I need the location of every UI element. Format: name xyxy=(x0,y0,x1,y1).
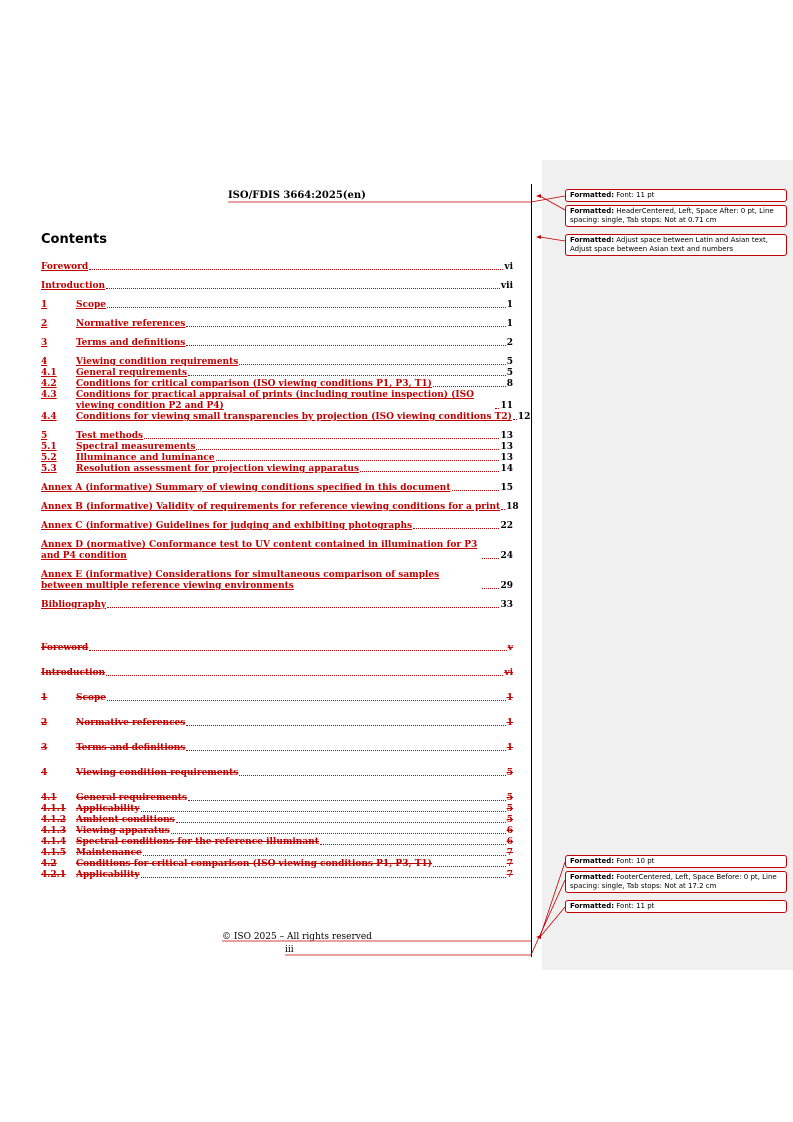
toc-page: 1 xyxy=(506,300,513,310)
toc-page: 1 xyxy=(506,743,513,753)
toc-label[interactable]: Annex A (informative) Summary of viewing conditions specified in this document xyxy=(41,483,451,493)
toc-page: 7 xyxy=(506,859,513,869)
toc-label[interactable]: Scope xyxy=(76,300,107,310)
toc-label: Maintenance xyxy=(76,848,142,858)
toc-label[interactable]: Test methods xyxy=(76,431,144,441)
toc-number: 1 xyxy=(41,300,48,310)
comment-text: Font: 11 pt xyxy=(616,902,655,910)
contents-heading: Contents xyxy=(41,232,107,247)
toc-number: 4.4 xyxy=(41,412,57,422)
toc-label[interactable]: General requirements xyxy=(76,368,188,378)
toc-page: 5 xyxy=(506,357,513,367)
toc-page: 7 xyxy=(506,848,513,858)
toc-number: 3 xyxy=(41,338,48,348)
toc-label: Foreword xyxy=(41,643,89,653)
toc-label[interactable]: Foreword xyxy=(41,262,89,272)
toc-label[interactable]: Bibliography xyxy=(41,600,107,610)
toc-label[interactable]: Conditions for critical comparison (ISO viewing conditions P1, P3, T1) xyxy=(76,379,432,389)
comment-text: Adjust space between Latin and Asian text, Adjust space between Asian text and numbers xyxy=(570,236,768,253)
toc-label: Viewing apparatus xyxy=(76,826,170,836)
toc-label[interactable]: Annex D (normative) Conformance test to UV content contained in illumination for P3 and P4 condition xyxy=(41,540,478,561)
toc-page: 2 xyxy=(506,338,513,348)
toc-number: 5.2 xyxy=(41,453,57,463)
connector-line xyxy=(531,880,565,955)
connector-line xyxy=(540,237,565,241)
toc-label: Normative references xyxy=(76,718,186,728)
toc-page: 1 xyxy=(506,693,513,703)
toc-page: 12 xyxy=(517,412,531,422)
toc-page: 1 xyxy=(506,319,513,329)
toc-page: 29 xyxy=(500,581,513,591)
toc-number: 2 xyxy=(41,319,48,329)
toc-number: 5 xyxy=(41,431,48,441)
connector-arrow xyxy=(536,194,541,198)
toc-label[interactable]: Annex B (informative) Validity of requirements for reference viewing conditions for a print xyxy=(41,502,501,512)
toc-number: 4 xyxy=(41,357,48,367)
comment-label: Formatted: xyxy=(570,236,615,244)
toc-page: v xyxy=(507,643,513,653)
toc-page: 15 xyxy=(500,483,513,493)
toc-label[interactable]: Spectral measurements xyxy=(76,442,196,452)
toc-number: 3 xyxy=(41,743,48,753)
toc-number: 5.1 xyxy=(41,442,57,452)
comment-label: Formatted: xyxy=(570,857,615,865)
toc-label[interactable]: Annex E (informative) Considerations for simultaneous comparison of samples between multiple reference viewing environments xyxy=(41,570,440,591)
comment-text: FooterCentered, Left, Space Before: 0 pt, Line spacing: single, Tab stops: Not at 17.2 cm xyxy=(570,873,777,890)
toc-label: Terms and definitions xyxy=(76,743,186,753)
comment-label: Formatted: xyxy=(570,902,615,910)
toc-page: vi xyxy=(504,668,513,678)
toc-page: 33 xyxy=(500,600,513,610)
toc-number: 5.3 xyxy=(41,464,57,474)
toc-page: 22 xyxy=(500,521,513,531)
toc-page: 14 xyxy=(500,464,513,474)
toc-page: 5 xyxy=(506,793,513,803)
toc-page: 6 xyxy=(506,826,513,836)
toc-label[interactable]: Illuminance and luminance xyxy=(76,453,215,463)
toc-number: 4.1.2 xyxy=(41,815,67,825)
toc-number: 4.1 xyxy=(41,793,57,803)
toc-page: 1 xyxy=(506,718,513,728)
connector-arrow xyxy=(536,235,541,239)
toc-label: Conditions for critical comparison (ISO viewing conditions P1, P3, T1) xyxy=(76,859,432,869)
comment-text: HeaderCentered, Left, Space After: 0 pt, Line spacing: single, Tab stops: Not at 0.71 cm xyxy=(570,207,774,224)
toc-label: Spectral conditions for the reference illuminant xyxy=(76,837,319,847)
toc-number: 4.3 xyxy=(41,390,57,400)
toc-number: 4 xyxy=(41,768,48,778)
toc-page: vii xyxy=(500,281,513,291)
toc-number: 4.1.4 xyxy=(41,837,67,847)
connector-line xyxy=(531,196,565,202)
toc-page: 6 xyxy=(506,837,513,847)
toc-number: 4.2 xyxy=(41,859,57,869)
comment-label: Formatted: xyxy=(570,207,615,215)
toc-page: 13 xyxy=(500,453,513,463)
toc-label: Introduction xyxy=(41,668,106,678)
toc-page: 13 xyxy=(500,431,513,441)
toc-page: 11 xyxy=(500,401,513,411)
toc-number: 1 xyxy=(41,693,48,703)
toc-page: vi xyxy=(504,262,513,272)
toc-label[interactable]: Terms and definitions xyxy=(76,338,186,348)
toc-number: 4.1.3 xyxy=(41,826,67,836)
toc-label[interactable]: Viewing condition requirements xyxy=(76,357,239,367)
toc-label: Applicability xyxy=(76,870,140,880)
toc-page: 7 xyxy=(506,870,513,880)
toc-label: Scope xyxy=(76,693,107,703)
toc-number: 4.1.1 xyxy=(41,804,67,814)
toc-page: 5 xyxy=(506,768,513,778)
toc-label: Applicability xyxy=(76,804,140,814)
toc-label[interactable]: Introduction xyxy=(41,281,106,291)
page-footer: © ISO 2025 – All rights reserved xyxy=(222,932,372,942)
toc-label[interactable]: Conditions for viewing small transparencies by projection (ISO viewing conditions T2) xyxy=(76,412,512,422)
toc-page: 5 xyxy=(506,804,513,814)
toc-label[interactable]: Conditions for practical appraisal of prints (including routine inspection) (ISO viewing condition P2 and P4) xyxy=(76,390,474,411)
toc-page: 8 xyxy=(506,379,513,389)
toc-label: Viewing condition requirements xyxy=(76,768,239,778)
comment-label: Formatted: xyxy=(570,191,615,199)
toc-page: 24 xyxy=(500,551,513,561)
page-header: ISO/FDIS 3664:2025(en) xyxy=(228,190,366,201)
toc-page: 5 xyxy=(506,368,513,378)
toc-page: 18 xyxy=(506,502,519,512)
toc-page: 13 xyxy=(500,442,513,452)
comment-text: Font: 11 pt xyxy=(616,191,655,199)
toc-page: 5 xyxy=(506,815,513,825)
toc-number: 4.1.5 xyxy=(41,848,67,858)
toc-label[interactable]: Annex C (informative) Guidelines for judging and exhibiting photographs xyxy=(41,521,413,531)
page-number: iii xyxy=(285,945,294,955)
toc-label: Ambient conditions xyxy=(76,815,175,825)
comment-text: Font: 10 pt xyxy=(616,857,655,865)
toc-number: 4.1 xyxy=(41,368,57,378)
toc-number: 2 xyxy=(41,718,48,728)
connector-line xyxy=(540,907,565,937)
toc-label[interactable]: Normative references xyxy=(76,319,186,329)
comment-label: Formatted: xyxy=(570,873,615,881)
toc-label[interactable]: Resolution assessment for projection viewing apparatus xyxy=(76,464,360,474)
toc-number: 4.2 xyxy=(41,379,57,389)
connector-line xyxy=(540,862,565,937)
toc-number: 4.2.1 xyxy=(41,870,67,880)
toc-label: General requirements xyxy=(76,793,188,803)
